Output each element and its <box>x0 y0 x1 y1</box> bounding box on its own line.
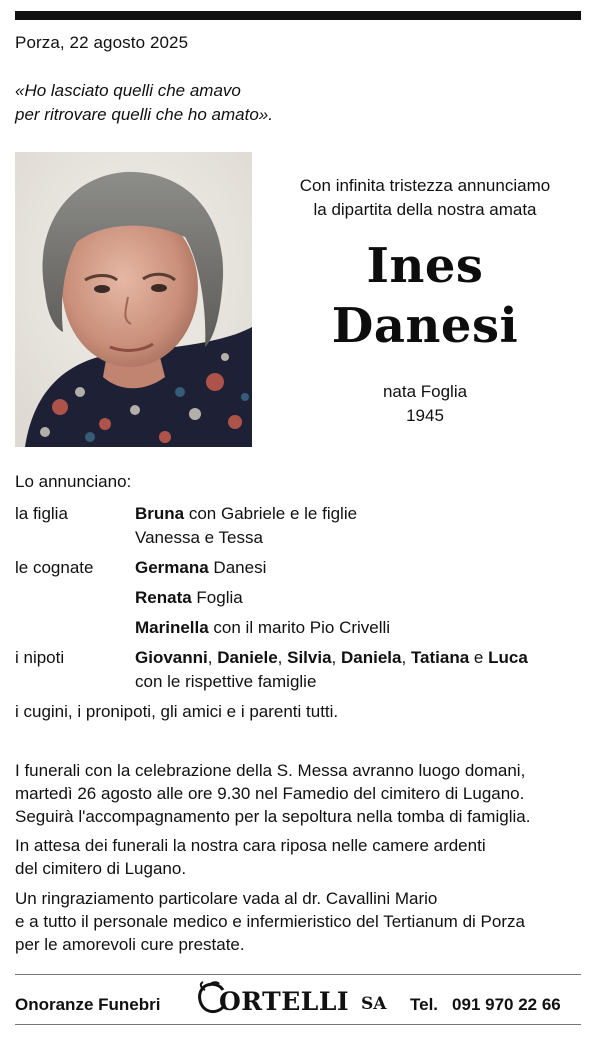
relative-detail: con le rispettive famiglie <box>135 672 317 691</box>
birth-info <box>270 380 580 428</box>
logo-text: ORTELLI <box>219 987 350 1016</box>
relative-detail: con il marito Pio Crivelli <box>208 618 391 637</box>
relative-name: Giovanni <box>135 648 208 667</box>
relative-detail: con Gabriele e le figlie <box>184 504 358 523</box>
relative-name: Renata <box>135 588 192 607</box>
other-relatives: i cugini, i pronipoti, gli amici e i parenti tutti. <box>15 702 339 721</box>
funeral-paragraph <box>15 759 585 828</box>
relative-name: Luca <box>488 648 528 667</box>
relative-detail: Danesi <box>208 558 267 577</box>
intro-text <box>270 174 580 222</box>
deceased-name <box>270 236 580 356</box>
paragraph-line: del cimitero di Lugano. <box>15 859 187 878</box>
resting-paragraph <box>15 834 585 880</box>
relation-line <box>135 616 585 640</box>
paragraph-line: Un ringraziamento particolare vada al dr. Cavallini Mario <box>15 889 438 908</box>
paragraph-line: martedì 26 agosto alle ore 9.30 nel Famedio del cimitero di Lugano. <box>15 784 525 803</box>
relation-label: le cognate <box>15 558 94 577</box>
deceased-first-name: Ines <box>366 238 484 294</box>
funeral-home-label: Onoranze Funebri <box>15 995 161 1014</box>
intro-line-1: Con infinita tristezza annunciamo <box>299 176 551 195</box>
quote-line-1: «Ho lasciato quelli che amavo <box>15 81 241 100</box>
relative-name: Silvia <box>287 648 332 667</box>
portrait-photo <box>15 152 252 447</box>
footer-top-rule <box>15 974 581 975</box>
announcers-heading: Lo annunciano: <box>15 472 132 491</box>
quote-line-2: per ritrovare quelli che ho amato». <box>15 105 273 124</box>
relative-name: Daniele <box>217 648 278 667</box>
relation-line <box>135 526 585 550</box>
phone-number: 091 970 22 66 <box>452 995 561 1014</box>
relation-names <box>135 502 585 550</box>
deceased-last-name: Danesi <box>331 298 519 354</box>
relation-names <box>135 646 585 694</box>
paragraph-line: I funerali con la celebrazione della S. Messa avranno luogo domani, <box>15 761 526 780</box>
relation-line <box>135 670 585 694</box>
footer <box>15 980 581 1020</box>
phone-label: Tel. <box>410 995 439 1014</box>
relative-name: Daniela <box>341 648 402 667</box>
relation-line: Giovanni, Daniele, Silvia, Daniela, Tatiana e Luca <box>135 648 528 667</box>
top-rule <box>15 11 581 20</box>
footer-bottom-rule <box>15 1024 581 1025</box>
relation-line <box>135 502 585 526</box>
relation-label: la figlia <box>15 504 68 523</box>
relation-names <box>135 556 585 640</box>
place-date: Porza, 22 agosto 2025 <box>15 33 189 52</box>
logo-suffix: SA <box>361 994 387 1014</box>
relative-name: Marinella <box>135 618 209 637</box>
relation-label: i nipoti <box>15 648 65 667</box>
relation-line <box>135 556 585 580</box>
paragraph-line: Seguirà l'accompagnamento per la sepoltura nella tomba di famiglia. <box>15 807 531 826</box>
intro-line-2: la dipartita della nostra amata <box>313 200 537 219</box>
relative-name: Tatiana <box>410 648 470 667</box>
birth-name: nata Foglia <box>382 382 468 401</box>
memorial-quote <box>15 79 435 127</box>
paragraph-line: e a tutto il personale medico e infermieristico del Tertianum di Porza <box>15 912 525 931</box>
relative-name: Bruna <box>135 504 185 523</box>
funeral-home-logo <box>195 980 415 1020</box>
relative-detail: Vanessa e Tessa <box>135 528 263 547</box>
paragraph-line: per le amorevoli cure prestate. <box>15 935 245 954</box>
phone-info <box>410 995 561 1015</box>
paragraph-line: In attesa dei funerali la nostra cara riposa nelle camere ardenti <box>15 836 486 855</box>
birth-year: 1945 <box>406 406 444 425</box>
relative-name: Germana <box>135 558 209 577</box>
relative-detail: Foglia <box>191 588 243 607</box>
thanks-paragraph <box>15 887 585 956</box>
relation-line <box>135 586 585 610</box>
